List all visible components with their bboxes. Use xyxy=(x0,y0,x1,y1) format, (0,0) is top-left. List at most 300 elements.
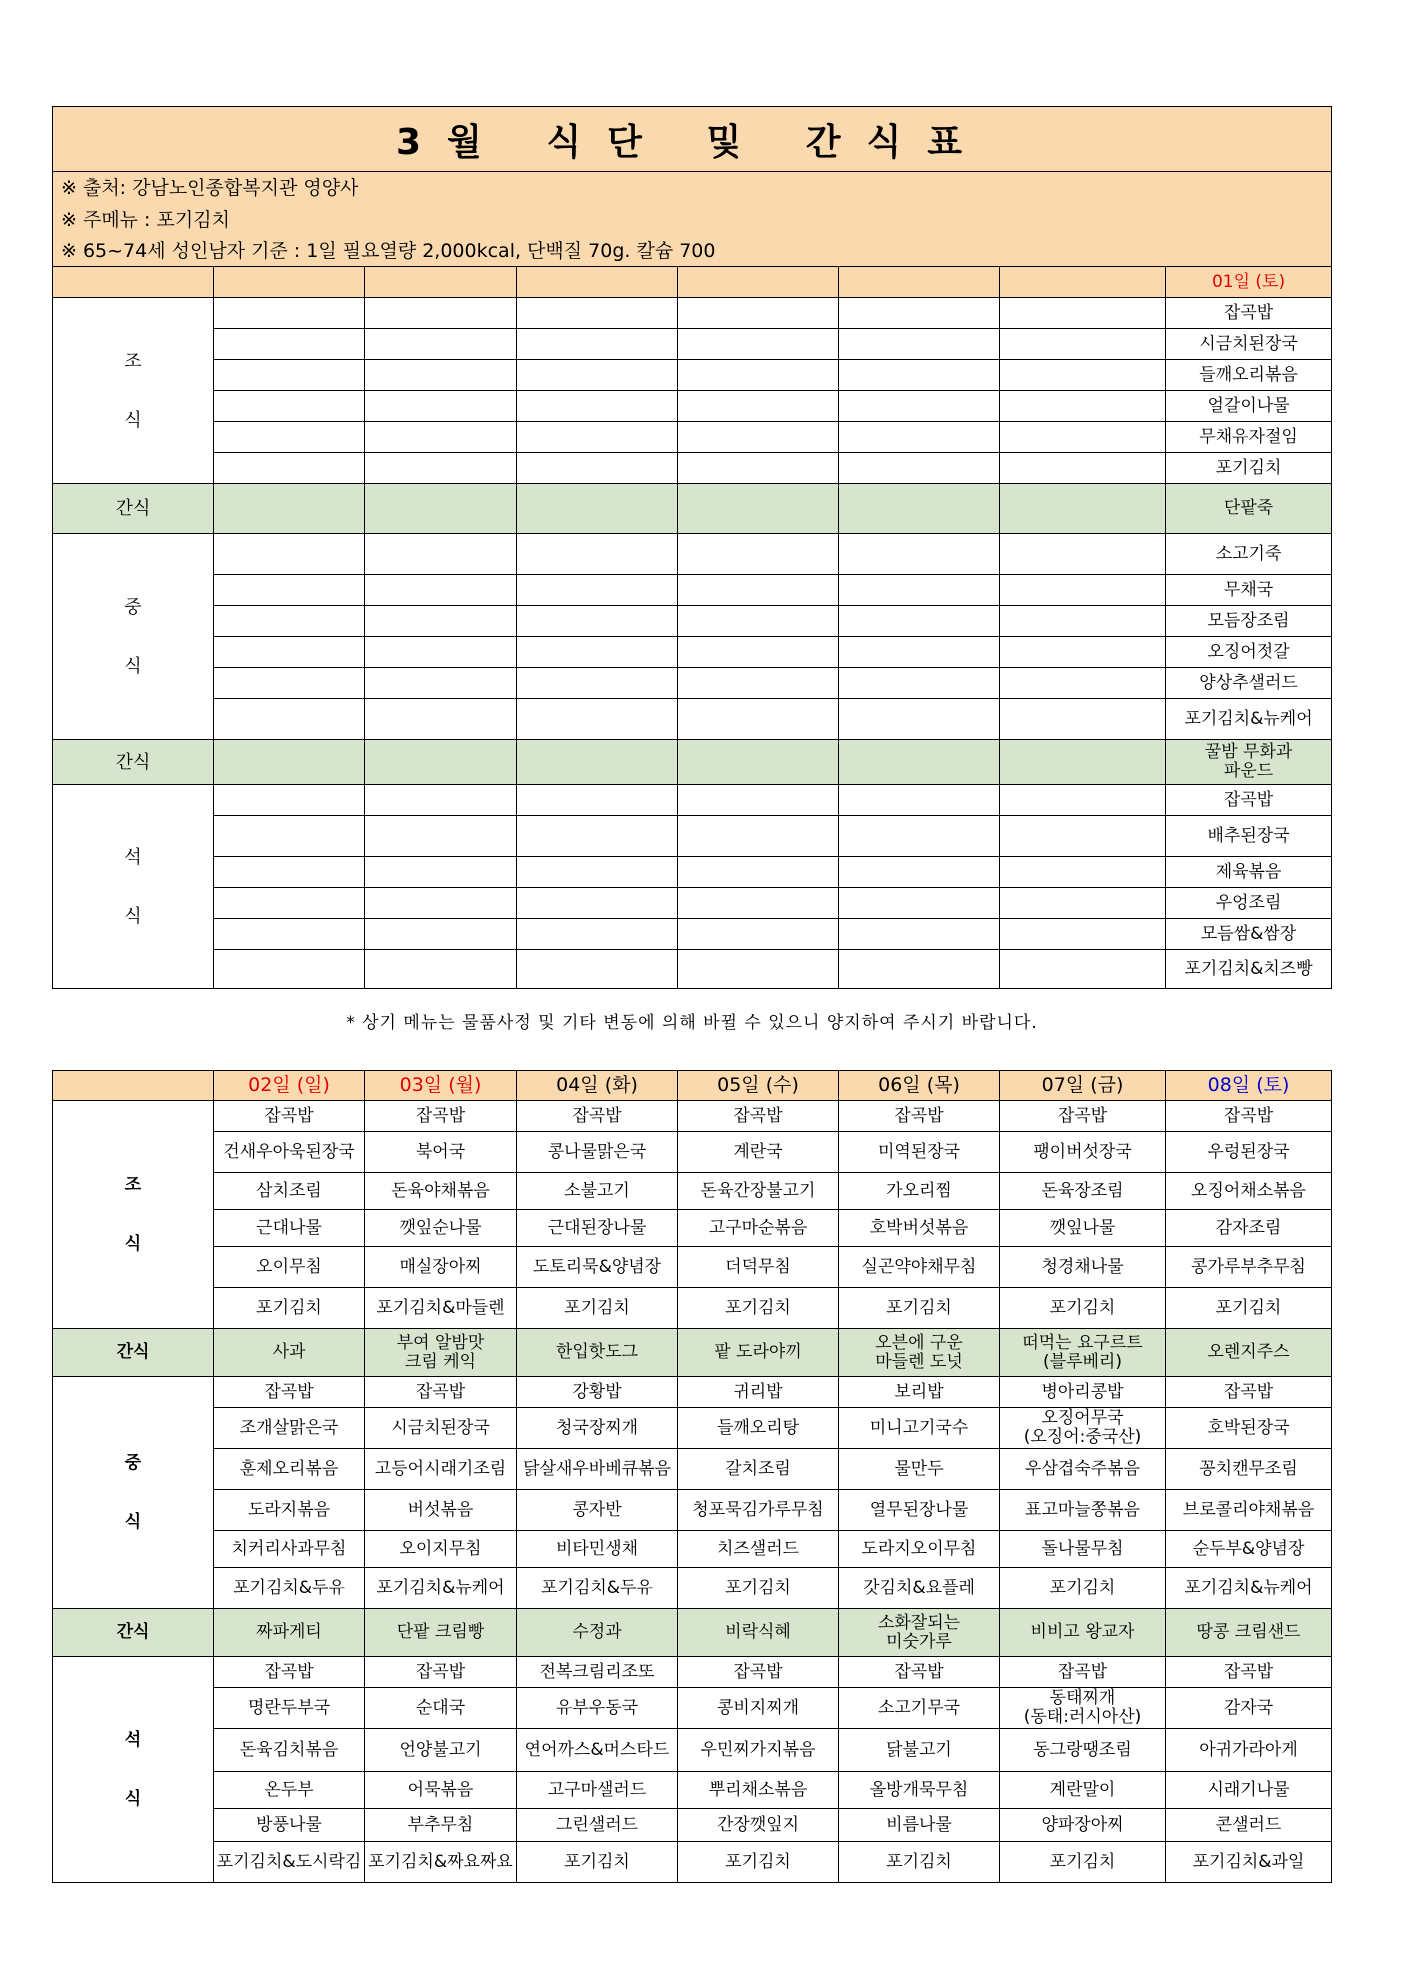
footnote: * 상기 메뉴는 물품사정 및 기타 변동에 의해 바뀔 수 있으니 양지하여 주시기 바랍니다. xyxy=(346,1013,1038,1033)
empty-cell xyxy=(365,637,517,668)
empty-cell xyxy=(839,637,1000,668)
empty-cell xyxy=(678,329,839,360)
menu-item: 비름나물 xyxy=(839,1809,1000,1842)
empty-cell xyxy=(678,919,839,950)
menu-item: 순대국 xyxy=(365,1688,517,1729)
menu-item: 뿌리채소볶음 xyxy=(678,1772,839,1809)
menu-item: 우렁된장국 xyxy=(1166,1132,1332,1173)
menu-item: 무채유자절임 xyxy=(1166,422,1332,453)
snack-item: 한입핫도그 xyxy=(517,1329,678,1377)
snack-label: 간식 xyxy=(53,1609,214,1657)
menu-item: 갈치조림 xyxy=(678,1449,839,1490)
empty-cell xyxy=(839,950,1000,989)
menu-item: 간장깻잎지 xyxy=(678,1809,839,1842)
menu-item: 근대된장나물 xyxy=(517,1210,678,1247)
day-header: 03일 (월) xyxy=(365,1071,517,1101)
menu-item: 브로콜리야채볶음 xyxy=(1166,1490,1332,1531)
snack-item: 비락식혜 xyxy=(678,1609,839,1657)
menu-item: 모듬쌈&쌈장 xyxy=(1166,919,1332,950)
day-header: 07일 (금) xyxy=(1000,1071,1166,1101)
menu-item: 도라지볶음 xyxy=(214,1490,365,1531)
menu-item: 동태찌개 (동태:러시아산) xyxy=(1000,1688,1166,1729)
empty-cell xyxy=(517,857,678,888)
menu-item: 어묵볶음 xyxy=(365,1772,517,1809)
header-note: ※ 출처: 강남노인종합복지관 영양사 xyxy=(53,172,1332,205)
menu-item: 실곤약야채무침 xyxy=(839,1247,1000,1288)
meal-label-1: 석 xyxy=(124,846,142,868)
header-note: ※ 주메뉴 : 포기김치 xyxy=(53,204,1332,236)
empty-cell xyxy=(214,484,365,534)
empty-cell xyxy=(365,668,517,699)
menu-item: 양상추샐러드 xyxy=(1166,668,1332,699)
menu-item: 잡곡밥 xyxy=(517,1101,678,1132)
empty-cell xyxy=(365,484,517,534)
menu-item: 청경채나물 xyxy=(1000,1247,1166,1288)
page-title: 3월 식단 및 간식표 xyxy=(53,107,1332,172)
empty-cell xyxy=(517,699,678,740)
empty-cell xyxy=(517,422,678,453)
menu-item: 콩나물맑은국 xyxy=(517,1132,678,1173)
empty-cell xyxy=(517,391,678,422)
menu-item: 치즈샐러드 xyxy=(678,1531,839,1568)
menu-item: 강황밥 xyxy=(517,1377,678,1408)
menu-item: 포기김치 xyxy=(839,1288,1000,1329)
menu-item: 훈제오리볶음 xyxy=(214,1449,365,1490)
menu-item: 포기김치&마들렌 xyxy=(365,1288,517,1329)
menu-item: 치커리사과무침 xyxy=(214,1531,365,1568)
snack-item: 오렌지주스 xyxy=(1166,1329,1332,1377)
day-header-empty xyxy=(214,267,365,298)
empty-cell xyxy=(1000,422,1166,453)
menu-item: 제육볶음 xyxy=(1166,857,1332,888)
menu-item: 팽이버섯장국 xyxy=(1000,1132,1166,1173)
menu-item: 양파장아찌 xyxy=(1000,1809,1166,1842)
empty-cell xyxy=(517,329,678,360)
menu-item: 잡곡밥 xyxy=(1166,298,1332,329)
meal-label-2: 식 xyxy=(124,409,142,431)
snack-label: 간식 xyxy=(53,484,214,534)
meal-label xyxy=(53,1101,214,1329)
empty-cell xyxy=(517,950,678,989)
menu-item: 포기김치 xyxy=(517,1288,678,1329)
empty-cell xyxy=(517,919,678,950)
menu-item: 포기김치&뉴케어 xyxy=(1166,699,1332,740)
empty-cell xyxy=(214,422,365,453)
empty-cell xyxy=(839,740,1000,785)
menu-item: 귀리밥 xyxy=(678,1377,839,1408)
menu-item: 건새우아욱된장국 xyxy=(214,1132,365,1173)
empty-cell xyxy=(214,950,365,989)
empty-cell xyxy=(678,360,839,391)
empty-cell xyxy=(517,606,678,637)
empty-cell xyxy=(517,298,678,329)
meal-label-1: 중 xyxy=(124,1452,142,1473)
menu-item: 콩비지찌개 xyxy=(678,1688,839,1729)
empty-cell xyxy=(214,637,365,668)
empty-cell xyxy=(1000,575,1166,606)
menu-item: 잡곡밥 xyxy=(1166,1101,1332,1132)
menu-item: 오징어젓갈 xyxy=(1166,637,1332,668)
menu-item: 오징어무국 (오징어:중국산) xyxy=(1000,1408,1166,1449)
empty-cell xyxy=(1000,606,1166,637)
snack-item: 단팥죽 xyxy=(1166,484,1332,534)
menu-item: 돈육김치볶음 xyxy=(214,1729,365,1772)
empty-cell xyxy=(365,534,517,575)
menu-item: 더덕무침 xyxy=(678,1247,839,1288)
empty-cell xyxy=(517,484,678,534)
snack-label: 간식 xyxy=(53,740,214,785)
empty-cell xyxy=(365,699,517,740)
menu-item: 시금치된장국 xyxy=(365,1408,517,1449)
menu-item: 포기김치 xyxy=(1000,1568,1166,1609)
empty-cell xyxy=(678,699,839,740)
snack-item: 오븐에 구운 마들렌 도넛 xyxy=(839,1329,1000,1377)
empty-cell xyxy=(517,637,678,668)
empty-cell xyxy=(839,919,1000,950)
empty-cell xyxy=(517,668,678,699)
empty-cell xyxy=(1000,534,1166,575)
menu-item: 잡곡밥 xyxy=(839,1101,1000,1132)
menu-item: 오이지무침 xyxy=(365,1531,517,1568)
meal-label xyxy=(53,785,214,989)
meal-label-2: 식 xyxy=(124,1788,142,1809)
day-header-empty xyxy=(517,267,678,298)
menu-item: 물만두 xyxy=(839,1449,1000,1490)
empty-cell xyxy=(678,298,839,329)
menu-item: 아귀가라아게 xyxy=(1166,1729,1332,1772)
empty-cell xyxy=(214,668,365,699)
menu-item: 잡곡밥 xyxy=(365,1377,517,1408)
menu-item: 잡곡밥 xyxy=(1000,1657,1166,1688)
menu-item: 포기김치&치즈빵 xyxy=(1166,950,1332,989)
day-header-empty xyxy=(365,267,517,298)
menu-item: 병아리콩밥 xyxy=(1000,1377,1166,1408)
empty-cell xyxy=(1000,360,1166,391)
empty-cell xyxy=(214,360,365,391)
empty-cell xyxy=(839,360,1000,391)
empty-cell xyxy=(678,391,839,422)
day-header: 02일 (일) xyxy=(214,1071,365,1101)
menu-item: 감자조림 xyxy=(1166,1210,1332,1247)
menu-item: 고구마순볶음 xyxy=(678,1210,839,1247)
menu-item: 포기김치 xyxy=(839,1842,1000,1883)
menu-item: 연어까스&머스타드 xyxy=(517,1729,678,1772)
empty-cell xyxy=(678,484,839,534)
menu-item: 잡곡밥 xyxy=(678,1101,839,1132)
snack-item: 사과 xyxy=(214,1329,365,1377)
empty-cell xyxy=(365,329,517,360)
empty-cell xyxy=(517,816,678,857)
menu-item: 들깨오리탕 xyxy=(678,1408,839,1449)
empty-cell xyxy=(839,453,1000,484)
empty-cell xyxy=(839,391,1000,422)
menu-item: 호박된장국 xyxy=(1166,1408,1332,1449)
menu-item: 우민찌가지볶음 xyxy=(678,1729,839,1772)
menu-item: 유부우동국 xyxy=(517,1688,678,1729)
empty-cell xyxy=(365,816,517,857)
empty-cell xyxy=(214,391,365,422)
empty-cell xyxy=(365,453,517,484)
empty-cell xyxy=(214,534,365,575)
empty-cell xyxy=(1000,298,1166,329)
menu-item: 포기김치&두유 xyxy=(517,1568,678,1609)
menu-item: 언양불고기 xyxy=(365,1729,517,1772)
header-note: ※ 65~74세 성인남자 기준 : 1일 필요열량 2,000kcal, 단백질 70g. 칼슘 700 xyxy=(53,236,1332,267)
empty-cell xyxy=(365,575,517,606)
menu-item: 오이무침 xyxy=(214,1247,365,1288)
empty-cell xyxy=(365,740,517,785)
empty-cell xyxy=(678,453,839,484)
menu-item: 잡곡밥 xyxy=(839,1657,1000,1688)
empty-cell xyxy=(678,637,839,668)
empty-cell xyxy=(678,422,839,453)
snack-label: 간식 xyxy=(53,1329,214,1377)
menu-item: 가오리찜 xyxy=(839,1173,1000,1210)
menu-item: 콩가루부추무침 xyxy=(1166,1247,1332,1288)
menu-item: 얼갈이나물 xyxy=(1166,391,1332,422)
empty-cell xyxy=(517,575,678,606)
empty-cell xyxy=(839,857,1000,888)
meal-label-1: 석 xyxy=(124,1729,142,1750)
menu-item: 포기김치&두유 xyxy=(214,1568,365,1609)
menu-item: 포기김치&뉴케어 xyxy=(1166,1568,1332,1609)
snack-item: 비비고 왕교자 xyxy=(1000,1609,1166,1657)
empty-cell xyxy=(678,668,839,699)
empty-cell xyxy=(1000,329,1166,360)
empty-cell xyxy=(365,888,517,919)
empty-cell xyxy=(678,785,839,816)
menu-item: 잡곡밥 xyxy=(1000,1101,1166,1132)
empty-cell xyxy=(517,740,678,785)
empty-cell xyxy=(214,329,365,360)
empty-cell xyxy=(678,534,839,575)
menu-item: 순두부&양념장 xyxy=(1166,1531,1332,1568)
empty-cell xyxy=(678,740,839,785)
menu-item: 돈육야채볶음 xyxy=(365,1173,517,1210)
menu-item: 근대나물 xyxy=(214,1210,365,1247)
menu-item: 포기김치&짜요짜요 xyxy=(365,1842,517,1883)
meal-label-1: 중 xyxy=(124,596,142,618)
menu-item: 청국장찌개 xyxy=(517,1408,678,1449)
empty-cell xyxy=(214,699,365,740)
empty-cell xyxy=(1000,816,1166,857)
menu-item: 우삼겹숙주볶음 xyxy=(1000,1449,1166,1490)
day-header: 08일 (토) xyxy=(1166,1071,1332,1101)
menu-item: 포기김치&도시락김 xyxy=(214,1842,365,1883)
menu-item: 시금치된장국 xyxy=(1166,329,1332,360)
menu-item: 포기김치&뉴케어 xyxy=(365,1568,517,1609)
empty-cell xyxy=(1000,857,1166,888)
empty-cell xyxy=(365,360,517,391)
menu-item: 올방개묵무침 xyxy=(839,1772,1000,1809)
menu-item: 계란국 xyxy=(678,1132,839,1173)
menu-item: 비타민생채 xyxy=(517,1531,678,1568)
menu-item: 매실장아찌 xyxy=(365,1247,517,1288)
empty-cell xyxy=(365,857,517,888)
empty-cell xyxy=(1000,484,1166,534)
day-header: 04일 (화) xyxy=(517,1071,678,1101)
empty-cell xyxy=(1000,919,1166,950)
menu-item: 포기김치 xyxy=(678,1568,839,1609)
day-header-empty xyxy=(53,267,214,298)
menu-item: 열무된장나물 xyxy=(839,1490,1000,1531)
empty-cell xyxy=(1000,637,1166,668)
menu-item: 계란말이 xyxy=(1000,1772,1166,1809)
snack-item: 단팥 크림빵 xyxy=(365,1609,517,1657)
empty-cell xyxy=(1000,391,1166,422)
empty-cell xyxy=(839,668,1000,699)
empty-cell xyxy=(678,816,839,857)
empty-cell xyxy=(678,950,839,989)
empty-cell xyxy=(517,534,678,575)
day-header-empty xyxy=(53,1071,214,1101)
menu-item: 들깨오리볶음 xyxy=(1166,360,1332,391)
menu-item: 잡곡밥 xyxy=(214,1657,365,1688)
menu-item: 북어국 xyxy=(365,1132,517,1173)
empty-cell xyxy=(214,919,365,950)
snack-item: 소화잘되는 미숫가루 xyxy=(839,1609,1000,1657)
empty-cell xyxy=(365,422,517,453)
menu-item: 오징어채소볶음 xyxy=(1166,1173,1332,1210)
snack-item: 떠먹는 요구르트 (블루베리) xyxy=(1000,1329,1166,1377)
menu-item: 꽁치캔무조림 xyxy=(1166,1449,1332,1490)
menu-item: 잡곡밥 xyxy=(1166,1377,1332,1408)
menu-item: 깻잎순나물 xyxy=(365,1210,517,1247)
empty-cell xyxy=(839,484,1000,534)
menu-item: 미니고기국수 xyxy=(839,1408,1000,1449)
menu-item: 잡곡밥 xyxy=(365,1657,517,1688)
empty-cell xyxy=(214,857,365,888)
menu-item: 잡곡밥 xyxy=(214,1377,365,1408)
snack-item: 수정과 xyxy=(517,1609,678,1657)
menu-item: 온두부 xyxy=(214,1772,365,1809)
empty-cell xyxy=(214,453,365,484)
menu-item: 돌나물무침 xyxy=(1000,1531,1166,1568)
menu-item: 포기김치 xyxy=(1000,1842,1166,1883)
menu-item: 고등어시래기조림 xyxy=(365,1449,517,1490)
menu-item: 호박버섯볶음 xyxy=(839,1210,1000,1247)
menu-item: 깻잎나물 xyxy=(1000,1210,1166,1247)
empty-cell xyxy=(678,606,839,637)
empty-cell xyxy=(839,699,1000,740)
empty-cell xyxy=(839,298,1000,329)
empty-cell xyxy=(365,606,517,637)
empty-cell xyxy=(1000,699,1166,740)
empty-cell xyxy=(839,534,1000,575)
day-header: 06일 (목) xyxy=(839,1071,1000,1101)
menu-item: 조개살맑은국 xyxy=(214,1408,365,1449)
empty-cell xyxy=(1000,668,1166,699)
menu-item: 그린샐러드 xyxy=(517,1809,678,1842)
snack-item: 팥 도라야끼 xyxy=(678,1329,839,1377)
day-header: 01일 (토) xyxy=(1166,267,1332,298)
menu-item: 배추된장국 xyxy=(1166,816,1332,857)
empty-cell xyxy=(214,888,365,919)
empty-cell xyxy=(839,606,1000,637)
menu-item: 방풍나물 xyxy=(214,1809,365,1842)
menu-item: 닭불고기 xyxy=(839,1729,1000,1772)
menu-item: 도토리묵&양념장 xyxy=(517,1247,678,1288)
menu-item: 보리밥 xyxy=(839,1377,1000,1408)
menu-item: 미역된장국 xyxy=(839,1132,1000,1173)
empty-cell xyxy=(214,740,365,785)
empty-cell xyxy=(365,919,517,950)
menu-item: 포기김치&과일 xyxy=(1166,1842,1332,1883)
menu-item: 콘샐러드 xyxy=(1166,1809,1332,1842)
empty-cell xyxy=(365,391,517,422)
menu-item: 닭살새우바베큐볶음 xyxy=(517,1449,678,1490)
week2-menu-table xyxy=(52,1070,1332,1883)
menu-item: 감자국 xyxy=(1166,1688,1332,1729)
empty-cell xyxy=(517,453,678,484)
empty-cell xyxy=(839,329,1000,360)
empty-cell xyxy=(1000,888,1166,919)
empty-cell xyxy=(365,950,517,989)
menu-item: 포기김치 xyxy=(1000,1288,1166,1329)
empty-cell xyxy=(839,785,1000,816)
day-header-empty xyxy=(839,267,1000,298)
menu-item: 표고마늘쫑볶음 xyxy=(1000,1490,1166,1531)
empty-cell xyxy=(678,888,839,919)
empty-cell xyxy=(517,888,678,919)
menu-item: 시래기나물 xyxy=(1166,1772,1332,1809)
empty-cell xyxy=(214,785,365,816)
menu-item: 돈육장조림 xyxy=(1000,1173,1166,1210)
empty-cell xyxy=(517,360,678,391)
menu-item: 동그랑땡조림 xyxy=(1000,1729,1166,1772)
empty-cell xyxy=(1000,740,1166,785)
empty-cell xyxy=(214,606,365,637)
empty-cell xyxy=(839,575,1000,606)
snack-item: 부여 알밤맛 크림 케익 xyxy=(365,1329,517,1377)
day-header-empty xyxy=(1000,267,1166,298)
empty-cell xyxy=(214,575,365,606)
menu-item: 삼치조림 xyxy=(214,1173,365,1210)
menu-item: 잡곡밥 xyxy=(678,1657,839,1688)
menu-item: 소고기무국 xyxy=(839,1688,1000,1729)
menu-item: 명란두부국 xyxy=(214,1688,365,1729)
empty-cell xyxy=(839,888,1000,919)
empty-cell xyxy=(365,298,517,329)
meal-label-2: 식 xyxy=(124,1511,142,1532)
menu-item: 포기김치 xyxy=(678,1288,839,1329)
meal-label xyxy=(53,298,214,484)
snack-item: 짜파게티 xyxy=(214,1609,365,1657)
meal-label-1: 조 xyxy=(124,350,142,372)
menu-item: 잡곡밥 xyxy=(1166,1657,1332,1688)
menu-item: 포기김치 xyxy=(517,1842,678,1883)
menu-item: 고구마샐러드 xyxy=(517,1772,678,1809)
meal-label xyxy=(53,1657,214,1883)
menu-item: 갓김치&요플레 xyxy=(839,1568,1000,1609)
menu-item: 잡곡밥 xyxy=(214,1101,365,1132)
meal-label xyxy=(53,534,214,740)
empty-cell xyxy=(365,785,517,816)
snack-item: 꿀밤 무화과 파운드 xyxy=(1166,740,1332,785)
menu-item: 포기김치 xyxy=(1166,1288,1332,1329)
empty-cell xyxy=(839,816,1000,857)
menu-item: 잡곡밥 xyxy=(1166,785,1332,816)
menu-item: 버섯볶음 xyxy=(365,1490,517,1531)
empty-cell xyxy=(678,575,839,606)
empty-cell xyxy=(1000,785,1166,816)
menu-item: 포기김치 xyxy=(1166,453,1332,484)
menu-item: 부추무침 xyxy=(365,1809,517,1842)
day-header: 05일 (수) xyxy=(678,1071,839,1101)
empty-cell xyxy=(1000,950,1166,989)
menu-item: 소불고기 xyxy=(517,1173,678,1210)
menu-item: 모듬장조림 xyxy=(1166,606,1332,637)
